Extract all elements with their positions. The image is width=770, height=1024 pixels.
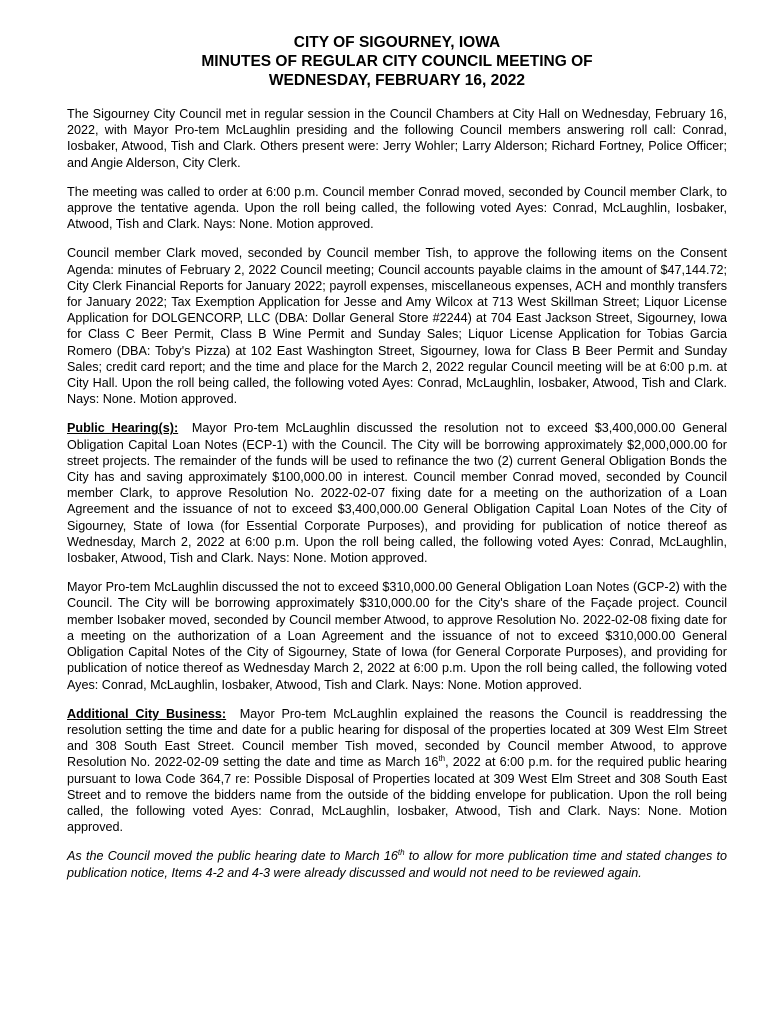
public-hearings-text: Mayor Pro-tem McLaughlin discussed the resolution not to exceed $3,400,000.00 General Obligation Capital Loan Notes (ECP-1) with the Council. The City will be borrowing approximately $2,000,000.00 for street projects. The remainder of the funds will be used to refinance the two (2) current General Obligation Bonds the City has and saving approximately $100,000.00 in interest. Council member Conrad moved, seconded by Council member Clark, to approve Resolution No. 2022-02-07 fixing date for a meeting on the authorization of a Loan Agreement and the issuance of not to exceed $3,400,000.00 General Obligation Capital Loan Notes of the City of Sigourney, State of Iowa (for Essential Corporate Purposes), and providing for publication of notice thereof as Wednesday, March 2, 2022 at 6:00 p.m. Upon the roll being called, the following voted Ayes: Conrad, McLaughlin, Iosbaker, Atwood, Tish and Clark. Nays: None. Motion approved.: [67, 421, 728, 566]
paragraph-call-to-order: The meeting was called to order at 6:00 p.m. Council member Conrad moved, seconded by Council member Clark, to approve the tentative agenda. Upon the roll being called, the following voted Ayes: Conrad, McLaughlin, Iosbaker, Atwood, Tish and Clark. Nays: None. Motion approved.: [67, 184, 727, 232]
header-minutes-title: MINUTES OF REGULAR CITY COUNCIL MEETING OF: [201, 53, 593, 70]
italic-note-text-b: to allow for more publication time and stated changes to publication notice, Items 4-2 and 4-3 were already discussed and would not need to be reviewed again.: [67, 849, 727, 880]
document-page: [67, 33, 727, 894]
paragraph-gcp2-notes: Mayor Pro-tem McLaughlin discussed the not to exceed $310,000.00 General Obligation Loan Notes (GCP-2) with the Council. The City will be borrowing approximately $310,000.00 for the City's share of the Façade project. Council member Isobaker moved, seconded by Council member Atwood, to approve Resolution No. 2022-02-08 fixing date for a meeting on the authorization of a Loan Agreement and the issuance of not to exceed $310,000.00 General Obligation Capital Notes of the City of Sigourney, State of Iowa (for General Corporate Purposes), and providing for publication of notice thereof as Wednesday March 2, 2022 at 6:00 p.m. Upon the roll being called, the following voted Ayes: Conrad, McLaughlin, Iosbaker, Atwood, Tish and Clark. Nays: None. Motion approved.: [67, 580, 727, 692]
section-label-public-hearings: Public Hearing(s):: [67, 421, 179, 436]
italic-note-text-a: As the Council moved the public hearing date to March 16: [67, 849, 398, 864]
header-city-title: CITY OF SIGOURNEY, IOWA: [293, 34, 501, 51]
paragraph-additional-business: [67, 706, 727, 836]
paragraph-public-hearings: [67, 420, 727, 566]
header-meeting-date: WEDNESDAY, FEBRUARY 16, 2022: [268, 72, 526, 89]
section-label-additional-business: Additional City Business:: [67, 706, 227, 721]
ordinal-suffix: th: [397, 848, 405, 858]
paragraph-consent-agenda: Council member Clark moved, seconded by Council member Tish, to approve the following items on the Consent Agenda: minutes of February 2, 2022 Council meeting; Council accounts payable claims in the amount of $47,144.72; City Clerk Financial Reports for January 2022; payroll expenses, miscellaneous expenses, ACH and monthly transfers for January 2022; Tax Exemption Application for Jesse and Amy Wilcox at 713 West Skillman Street; Liquor License Application for DOLGENCORP, LLC (DBA: Dollar General Store #2244) at 704 East Jackson Street, Sigourney, Iowa for Class C Beer Permit, Class B Wine Permit and Sunday Sales; Liquor License Application for Tobias Garcia Romero (DBA: Toby's Pizza) at 102 East Washington Street, Sigourney, Iowa for Class B Beer Permit and Sunday Sales; credit card report; and the time and place for the March 2, 2022 regular Council meeting will be at 6:00 p.m. at City Hall. Upon the roll being called, the following voted Ayes: Conrad, McLaughlin, Iosbaker, Atwood, Tish and Clark. Nays: None. Motion approved.: [67, 246, 727, 407]
document-header: [67, 33, 727, 90]
additional-business-text-b: , 2022 at 6:00 p.m. for the required public hearing pursuant to Iowa Code 364,7 re: Possible Disposal of Properties located at 309 West Elm Street and 308 South East Street and to remove the bidders name from the outside of the bidding envelope for publication. Upon the roll being called, the following voted Ayes: Conrad, McLaughlin, Iosbaker, Atwood, Tish and Clark. Nays: None. Motion approved.: [67, 755, 727, 835]
additional-business-text-a: Mayor Pro-tem McLaughlin explained the reasons the Council is readdressing the resolution setting the time and date for a public hearing for disposal of the properties located at 309 West Elm Street and 308 South East Street. Council member Tish moved, seconded by Council member Atwood, to approve Resolution No. 2022-02-09 setting the date and time as March 16: [67, 706, 727, 770]
paragraph-roll-call: The Sigourney City Council met in regular session in the Council Chambers at City Hall on Wednesday, February 16, 2022, with Mayor Pro-tem McLaughlin presiding and the following Council members answering roll call: Conrad, Iosbaker, Atwood, Tish and Clark. Others present were: Jerry Wohler; Larry Alderson; Richard Fortney, Police Officer; and Angie Alderson, City Clerk.: [67, 107, 727, 170]
paragraph-italic-note: [67, 848, 727, 880]
ordinal-suffix: th: [438, 754, 446, 764]
